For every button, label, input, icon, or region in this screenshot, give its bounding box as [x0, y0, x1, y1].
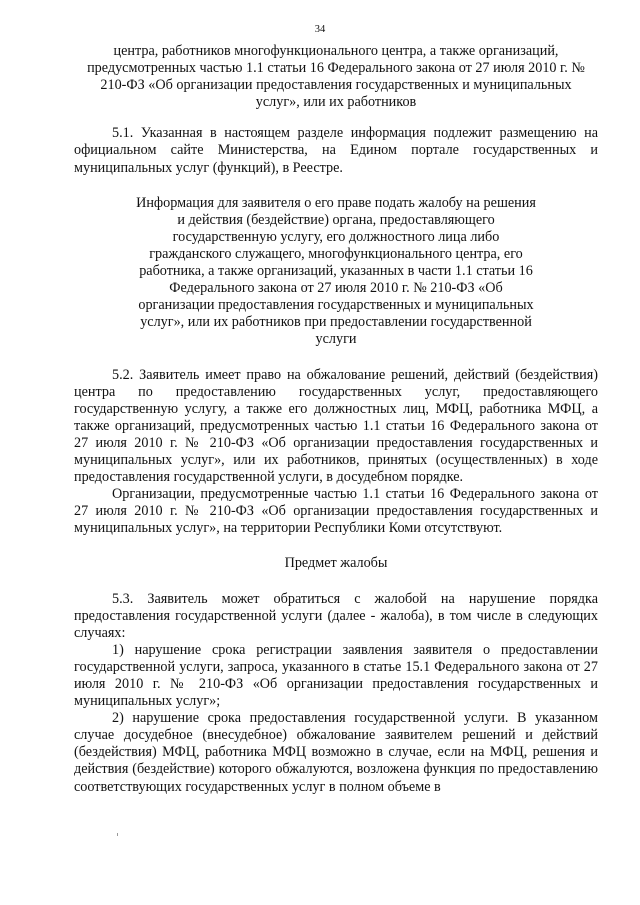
paragraph-5-3: 5.3. Заявитель может обратиться с жалобой на нарушение порядка предоставления государственной услуги (далее - жалоба), в том числе в следующих случаях:: [74, 590, 598, 641]
intro-fragment: центра, работников многофункционального центра, а также организаций, предусмотренных частью 1.1 статьи 16 Федерального закона от 27 июля 2010 г. № 210-ФЗ «Об организации предоставления государственных и муниципальных услуг», или их работников: [87, 43, 585, 111]
list-item-1: 1) нарушение срока регистрации заявления заявителя о предоставлении государственной услуги, запроса, указанного в статье 15.1 Федерального закона от 27 июля 2010 г. № 210-ФЗ «Об организации предоставления государственных и муниципальных услуг»;: [74, 641, 598, 710]
scan-mark: [117, 833, 118, 836]
list-item-2: 2) нарушение срока предоставления государственной услуги. В указанном случае досудебное (внесудебное) обжалование заявителем решений и действий (бездействия) МФЦ, работника МФЦ возможно в случае, если на МФЦ, решения и действия (бездействие) которого обжалуются, возложена функция по предоставлению соответствующих государственных услуг в полном объеме в: [74, 710, 598, 795]
paragraph-5-2: 5.2. Заявитель имеет право на обжалование решений, действий (бездействия) центра по предоставлению государственных услуг, предоставляющего государственную услугу, а также его должностных лиц, МФЦ, работника МФЦ, а также организаций, предусмотренных частью 1.1 статьи 16 Федерального закона от 27 июля 2010 г. № 210-ФЗ «Об организации предоставления государственных и муниципальных услуг», или их работников, принятых (осуществленных) в ходе предоставления государственной услуги, в досудебном порядке.: [74, 366, 598, 486]
page-number: 34: [314, 24, 326, 35]
page-content: [74, 43, 598, 796]
paragraph-5-1: 5.1. Указанная в настоящем разделе информация подлежит размещению на официальном сайте Министерства, на Едином портале государственных и муниципальных услуг (функций), в Реестре.: [74, 125, 598, 176]
paragraph-organizations: Организации, предусмотренные частью 1.1 статьи 16 Федерального закона от 27 июля 2010 г. № 210-ФЗ «Об организации предоставления государственных и муниципальных услуг», на территории Республики Коми отсутствуют.: [74, 486, 598, 537]
section-heading-info: Информация для заявителя о его праве подать жалобу на решения и действия (бездействие) органа, предоставляющего государственную услугу, его должностного лица либо гражданского служащего, многофункционального центра, его работника, а также организаций, указанных в части 1.1 статьи 16 Федерального закона от 27 июля 2010 г. № 210-ФЗ «Об организации предоставления государственных и муниципальных услуг», или их работников при предоставлении государственной услуги: [136, 194, 536, 348]
section-heading-subject: Предмет жалобы: [284, 555, 388, 572]
